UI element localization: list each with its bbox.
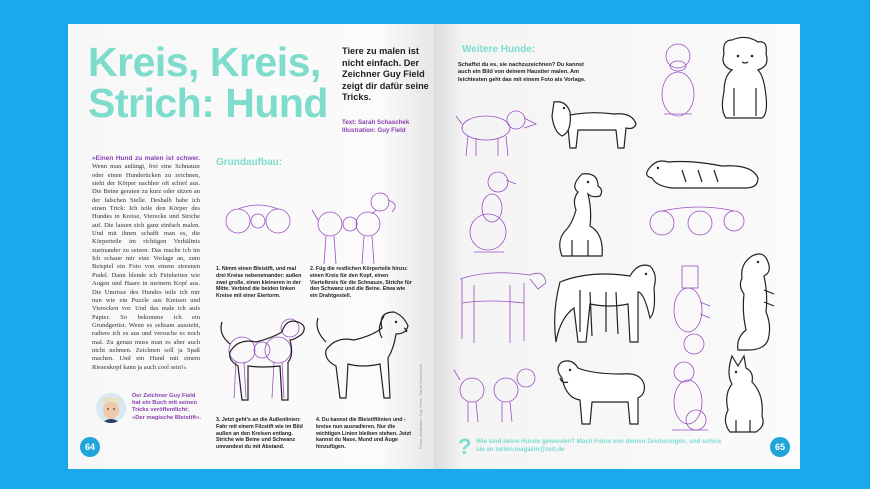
dog-sitting-pink	[654, 42, 714, 122]
dog-long-ears	[544, 96, 644, 156]
step-4-text: 4. Du kannst die Bleistiftlinien und -kreise nun ausradieren. Nur die wichtigen Linien bleiben stehen. Jetzt kannst du Nase, Mund und Auge hinzufügen.	[316, 417, 412, 451]
footer-call-to-action: Wie sind deine Hunde geworden? Mach Fotos von deinen Zeichnungen, und schick sie an zeiten.magazin@zeit.de	[476, 438, 722, 453]
body-lead: »Einen Hund zu malen ist schwer.	[92, 155, 200, 162]
avatar-portrait	[96, 393, 126, 423]
dog-begging	[728, 250, 778, 360]
author-box	[92, 391, 200, 429]
intro-text: Tiere zu malen ist nicht einfach. Der Zeichner Guy Field zeigt dir dafür seine Tricks.	[342, 46, 429, 102]
dog-standing-pink-5	[452, 360, 542, 430]
dog-fluffy-sitting	[716, 350, 776, 440]
title-line-1: Kreis, Kreis,	[88, 39, 321, 85]
dog-afghan	[550, 252, 660, 352]
dog-sitting-pink-2	[454, 166, 524, 266]
question-mark-icon: ?	[458, 434, 472, 459]
right-page	[434, 24, 800, 469]
title-line-2: Strich: Hund	[88, 80, 328, 126]
page-number-right: 65	[770, 437, 790, 457]
credits	[342, 119, 409, 135]
article-body	[92, 155, 200, 372]
body-text: Wenn man anfängt, frei eine Schnauze oder einen Hunderücken zu zeichnen, sieht der Körper nachher oft schief aus. Die Beine geraten zu kurz oder sitzen an der falschen Stelle. Deshalb habe ich einen Trick: Ich teile den Körper des Hundes in Kreise, Vierecke und Striche auf. Die lassen sich ganz einfach malen. Und mit ihnen schafft man es, die Körperteile im richtigen Verhältnis zueinander zu setzen. Das mache ich im Ich schaue mir eine Vorlage an, zum Beispiel ein Foto von einem streunen Pudel. Dann blende ich Feinheiten wie Augen und Haare in meinem Kopf aus. Die Umrisse des Hundes teile ich mir nun wie ein Puzzle aus Kreisen und Vierecken vor. Und das male ich aufs Papier. So bekomme ich ein Grundgerüst. Wenn es seltsam aussieht, radiere ich es aus und versuche es noch mal. Zu genau muss man es aber auch nicht nehmen. Zeichnen soll ja Spaß machen. Und ein Hund mit einem Riesenkopf kann ja auch cool sein!«	[92, 163, 200, 371]
left-page	[68, 24, 434, 469]
step-1-drawing	[216, 199, 316, 259]
right-intro-text: Schaffst du es, sie nachzuzeichnen? Du kannst auch ein Bild von deinem Haustier malen. Am leichtesten geht das mit einem Foto als Vorlage.	[458, 62, 586, 83]
step-1-text: 1. Nimm einen Bleistift, und mal drei Kreise nebeneinander: außen zwei große, einen kleineren in der Mitte. Verbind die beiden linken Kreise mit einer Eiertorm.	[216, 266, 302, 300]
author-caption: Der Zeichner Guy Field hat ein Buch mit seinen Tricks veröffentlicht: »Der magische Bleistift«.	[132, 393, 201, 421]
dog-begging-pink	[664, 262, 724, 362]
page-number-left: 64	[80, 437, 100, 457]
dog-lying	[642, 152, 762, 197]
section-title-weitere-hunde: Weitere Hunde:	[462, 44, 536, 55]
dog-terrier	[552, 354, 652, 434]
dog-shaggy-sitting	[712, 36, 782, 126]
step-3-drawing	[216, 312, 316, 412]
dog-standing-pink-4	[450, 259, 550, 354]
avatar	[96, 393, 126, 423]
section-title-grundaufbau: Grundaufbau:	[216, 157, 283, 168]
dog-sitting-pink-3	[662, 358, 722, 438]
credit-text: Text: Sarah Schaschek	[342, 119, 410, 126]
step-2-text: 2. Füg die restlichen Körperteile hinzu: einen Kreis für den Kopf, einen Viertelkreis für die Schnauze, Striche für den Schwanz und die Beine. Etwa wie ein Drahtgestell.	[310, 266, 412, 300]
dog-standing-pink-1	[454, 106, 544, 161]
credit-illustration: Illustration: Guy Field	[342, 127, 406, 134]
step-2-drawing	[310, 184, 420, 274]
page-title	[88, 39, 338, 126]
step-3-text: 3. Jetzt geht's an die Außenlinien: Fahr mit einem Filzstift wie im Bild außen an den Kreisen entlang. Striche wie Beine und Schwanz umrandest du mit Abstand.	[216, 417, 303, 451]
step-4-drawing	[310, 306, 420, 406]
dog-poodle-sitting	[542, 170, 622, 265]
photo-credit: Fotos: Illustration: Guy Field · Sarah Schaschek	[418, 364, 423, 449]
